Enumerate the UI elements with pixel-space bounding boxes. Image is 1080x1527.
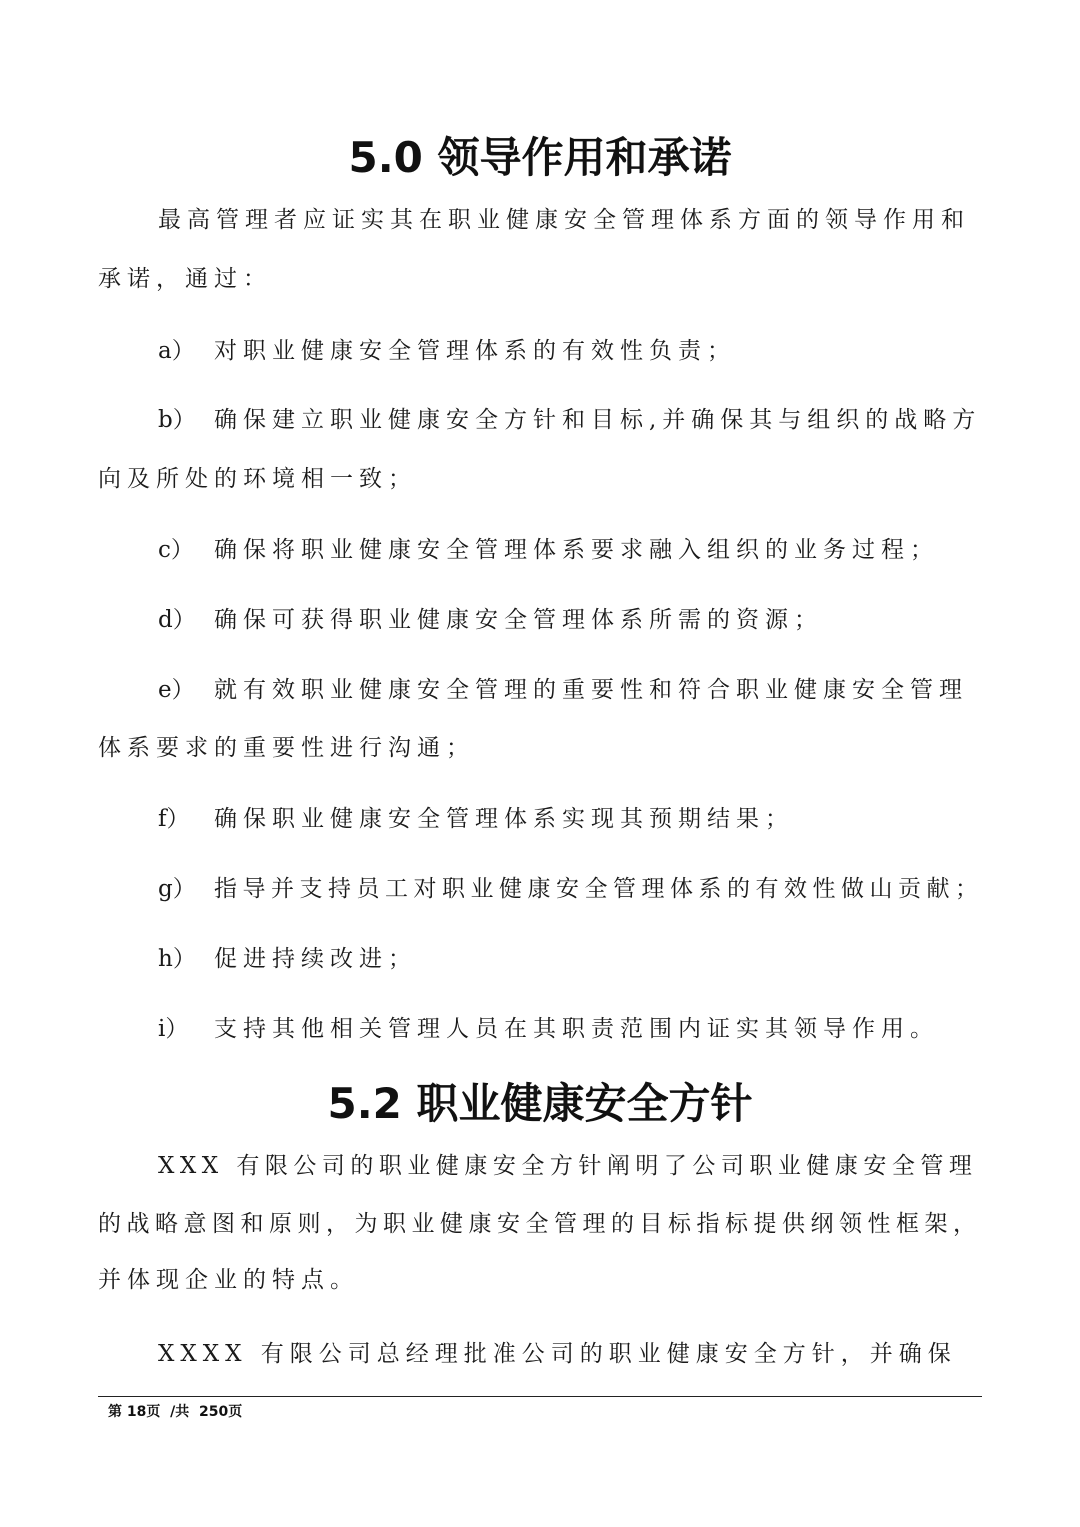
list-marker: e）: [158, 677, 195, 703]
list-marker: a）: [158, 338, 195, 364]
policy-paragraph-line-3: 并体现企业的特点。: [98, 1267, 359, 1293]
list-item-e: [158, 673, 968, 707]
list-item-text: 确保将职业健康安全管理体系要求融入组织的业务过程；: [214, 537, 939, 563]
list-item-b-continuation: 向及所处的环境相一致；: [98, 466, 417, 492]
approval-paragraph-line-1: XXXX 有限公司总经理批准公司的职业健康安全方针，并确保: [158, 1341, 957, 1367]
list-marker: c）: [158, 537, 194, 563]
list-item-f: [158, 802, 794, 836]
footer-divider: [98, 1396, 982, 1397]
list-item-text: 确保职业健康安全管理体系实现其预期结果；: [214, 806, 794, 832]
intro-paragraph-line-2: 承诺，通过：: [98, 266, 272, 292]
list-marker: f）: [158, 806, 190, 832]
list-marker: i）: [158, 1016, 189, 1042]
list-item-text: 就有效职业健康安全管理的重要性和符合职业健康安全管理: [214, 677, 968, 703]
list-item-a: [158, 334, 736, 368]
list-item-i: [158, 1012, 939, 1046]
policy-paragraph-line-1: XXX 有限公司的职业健康安全方针阐明了公司职业健康安全管理: [158, 1153, 978, 1179]
list-item-text: 确保可获得职业健康安全管理体系所需的资源；: [214, 607, 823, 633]
list-marker: b）: [158, 407, 196, 433]
list-item-text: 对职业健康安全管理体系的有效性负责；: [214, 338, 736, 364]
intro-paragraph-line-1: 最高管理者应证实其在职业健康安全管理体系方面的领导作用和: [158, 207, 970, 233]
list-item-h: [158, 942, 417, 976]
list-item-text: 支持其他相关管理人员在其职责范围内证实其领导作用。: [214, 1016, 939, 1042]
list-item-c: [158, 533, 939, 567]
section-heading-ohs-policy: 5.2 职业健康安全方针: [327, 1079, 753, 1128]
list-item-text: 指导并支持员工对职业健康安全管理体系的有效性做山贡献；: [214, 876, 984, 902]
list-item-text: 确保建立职业健康安全方针和目标,并确保其与组织的战略方: [214, 407, 982, 433]
section-heading-leadership: 5.0 领导作用和承诺: [348, 133, 732, 182]
list-marker: d）: [158, 607, 196, 633]
page-number: 第 18页 /共 250页: [108, 1404, 243, 1420]
list-marker: h）: [158, 946, 196, 972]
list-item-text: 促进持续改进；: [214, 946, 417, 972]
list-item-e-continuation: 体系要求的重要性进行沟通；: [98, 735, 475, 761]
list-item-g: [158, 872, 984, 906]
policy-paragraph-line-2: 的战略意图和原则，为职业健康安全管理的目标指标提供纲领性框架，: [98, 1211, 982, 1237]
list-item-b: [158, 403, 981, 437]
list-item-d: [158, 603, 823, 637]
list-marker: g）: [158, 876, 196, 902]
